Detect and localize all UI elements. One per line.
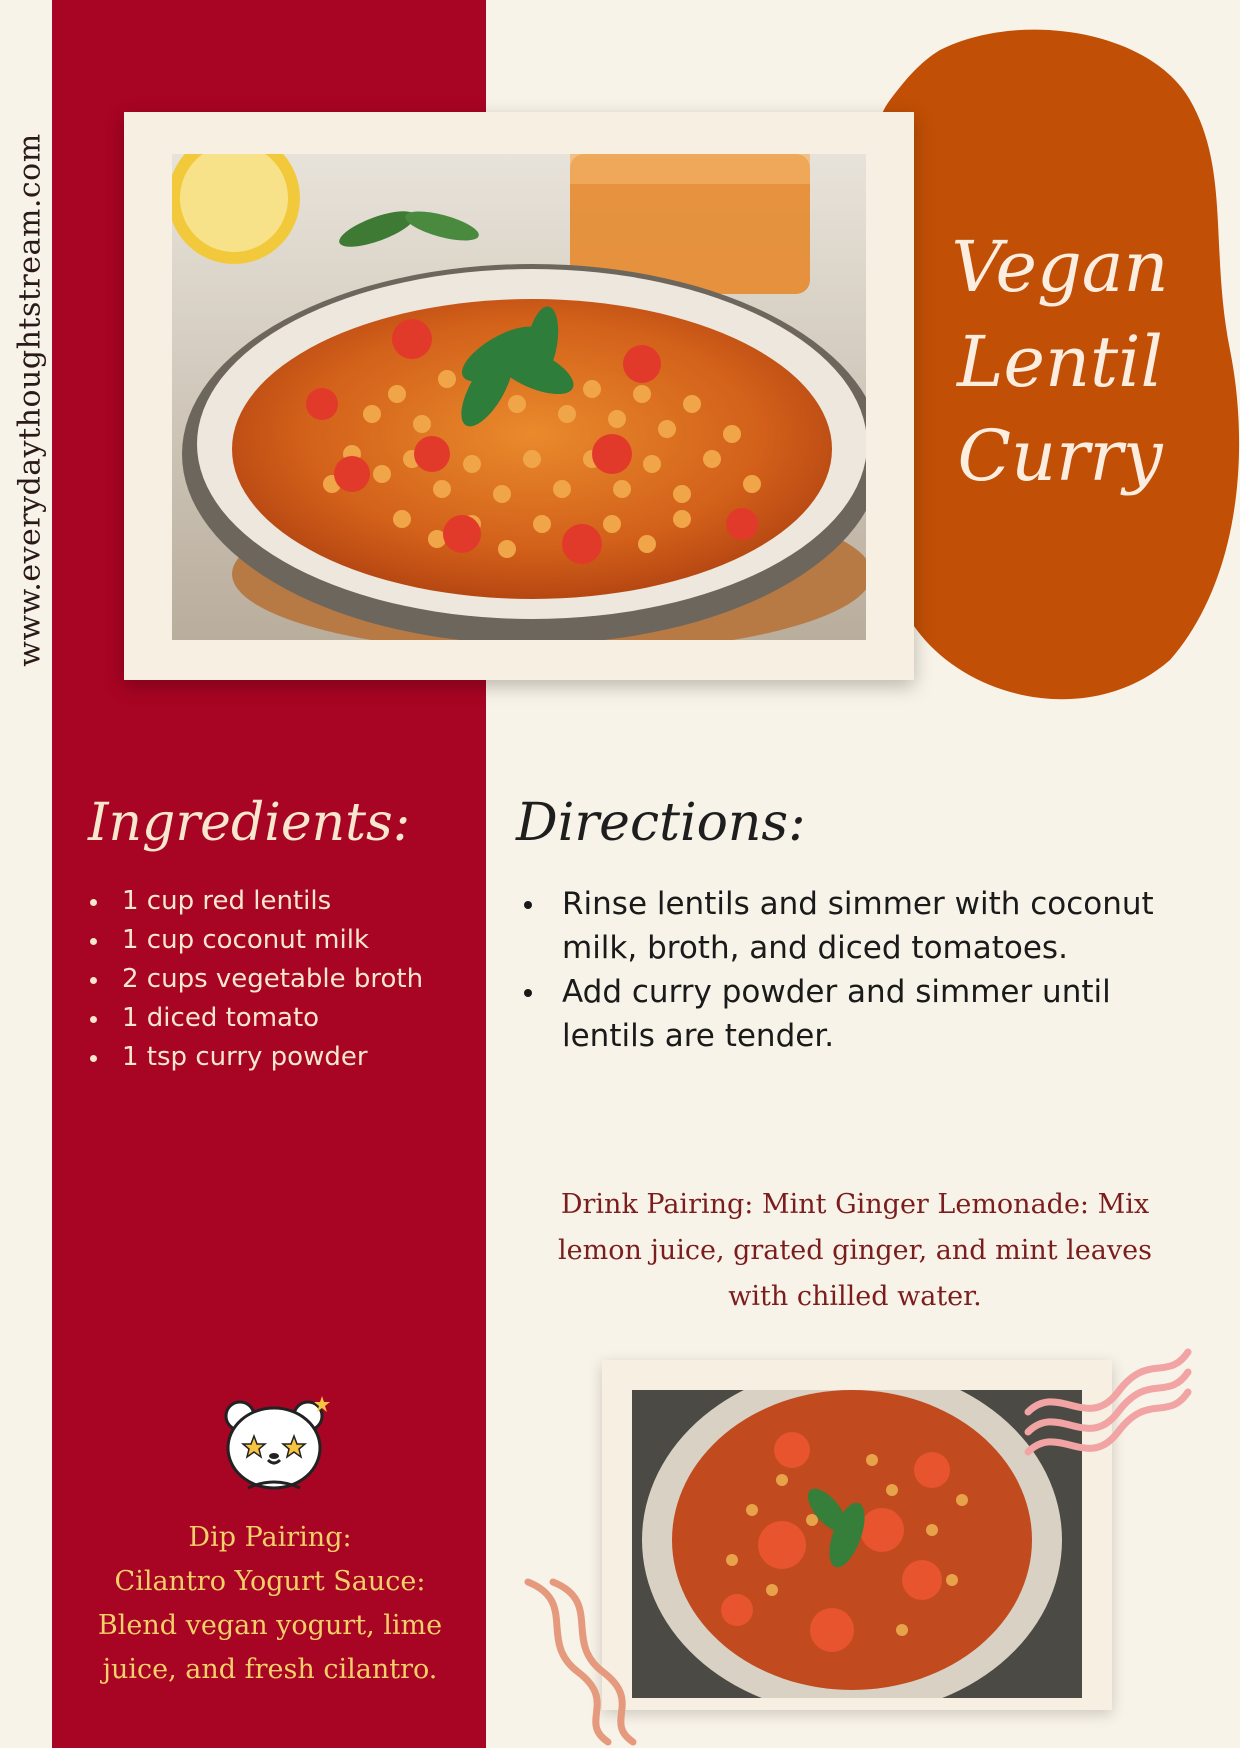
ingredient-item: 2 cups vegetable broth — [88, 960, 478, 999]
ingredients-heading: Ingredients: — [88, 793, 411, 854]
tomato-lentil-soup-photo — [632, 1390, 1082, 1698]
recipe-title — [900, 220, 1220, 504]
title-line-1: Vegan — [951, 226, 1169, 308]
ingredient-item: 1 cup coconut milk — [88, 921, 478, 960]
dip-pairing — [80, 1516, 460, 1692]
salmon-squiggle-decoration — [518, 1572, 658, 1748]
direction-step: Rinse lentils and simmer with coconut milk, broth, and diced tomatoes. — [518, 882, 1158, 970]
drink-pairing: Drink Pairing: Mint Ginger Lemonade: Mix lemon juice, grated ginger, and mint leaves with chilled water. — [558, 1189, 1152, 1312]
lentil-bowl-illustration — [172, 154, 866, 640]
soup-bowl-illustration — [632, 1390, 1082, 1698]
dip-pairing-label: Dip Pairing: — [188, 1522, 352, 1553]
direction-step: Add curry powder and simmer until lentils are tender. — [518, 970, 1158, 1058]
directions-heading: Directions: — [516, 793, 806, 854]
lentil-curry-photo — [172, 154, 866, 640]
title-line-2: Lentil Curry — [957, 320, 1163, 497]
ingredients-list — [88, 882, 478, 1077]
bear-mascot-icon — [218, 1392, 332, 1492]
pink-squiggle-decoration — [1018, 1322, 1198, 1462]
website-url: www.everydaythoughtstream.com — [12, 133, 48, 667]
directions-list — [518, 882, 1158, 1058]
main-photo-frame — [124, 112, 914, 680]
ingredient-item: 1 tsp curry powder — [88, 1038, 478, 1077]
ingredient-item: 1 diced tomato — [88, 999, 478, 1038]
ingredient-item: 1 cup red lentils — [88, 882, 478, 921]
dip-pairing-text: Cilantro Yogurt Sauce: Blend vegan yogurt, lime juice, and fresh cilantro. — [97, 1566, 443, 1685]
